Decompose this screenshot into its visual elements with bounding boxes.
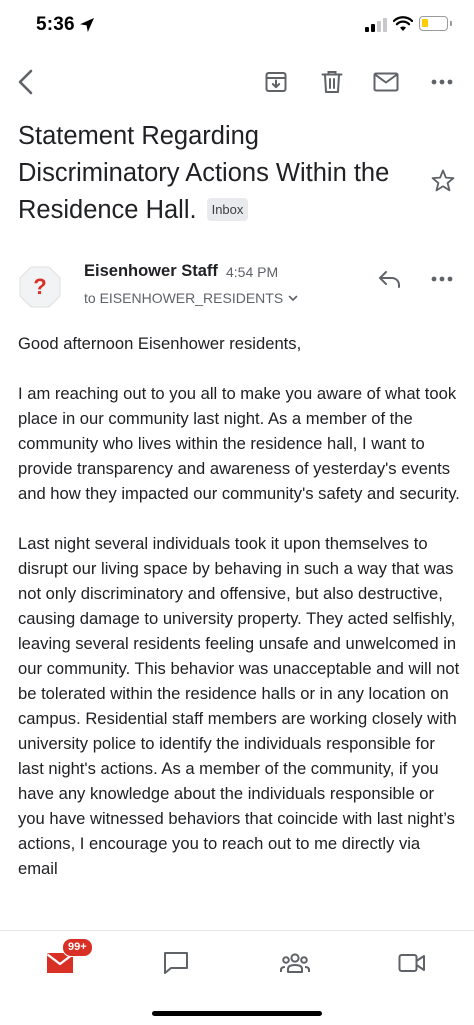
nav-chat-tab[interactable] xyxy=(148,943,204,983)
email-time: 4:54 PM xyxy=(226,264,279,280)
meet-icon xyxy=(398,953,426,973)
reply-button[interactable] xyxy=(372,264,408,294)
sender-name[interactable]: Eisenhower Staff xyxy=(84,262,218,280)
location-arrow-icon xyxy=(79,17,95,33)
chevron-down-icon xyxy=(288,295,298,302)
delete-button[interactable] xyxy=(312,58,352,106)
more-icon xyxy=(431,79,453,85)
nav-meet-tab[interactable] xyxy=(384,943,440,983)
recipient-text: to EISENHOWER_RESIDENTS xyxy=(84,290,284,306)
body-paragraph: I am reaching out to you all to make you aware of what took place in our community last night. As a member of the community who lives within the residence hall, I want to provide transparency and awareness of yesterday's events and how they impacted our community's safety and security. xyxy=(18,384,460,503)
nav-spaces-tab[interactable] xyxy=(267,943,323,983)
reply-icon xyxy=(378,270,402,288)
status-bar xyxy=(0,0,474,52)
battery-cap xyxy=(450,21,452,26)
message-more-button[interactable] xyxy=(424,264,460,294)
wifi-icon xyxy=(393,16,413,32)
body-paragraph: Last night several individuals took it upon themselves to disrupt our living space by behaving in such a way that was not only discriminatory and offensive, but also destructive, causing damage to university property. They acted selfishly, leaving several residents feeling unsafe and unwelcomed in our community. This behavior was unacceptable and will not be tolerated within the residence halls or in any location on campus. Residential staff members are working closely with university police to identify the individuals responsible for last night's actions. As a member of the community, if you have any knowledge about the individuals responsible or you have witnessed behaviors that coincide with last night’s actions, I encourage you to reach out to me directly via email xyxy=(18,534,460,878)
archive-icon xyxy=(264,70,288,94)
delete-icon xyxy=(321,70,343,94)
battery-icon xyxy=(419,16,448,31)
back-arrow-icon xyxy=(16,69,36,95)
star-icon[interactable] xyxy=(430,168,456,194)
sender-avatar[interactable] xyxy=(18,265,62,309)
subject-area xyxy=(18,118,418,229)
more-icon xyxy=(431,276,453,282)
inbox-label-badge[interactable]: Inbox xyxy=(207,198,249,221)
email-toolbar xyxy=(0,58,474,106)
body-paragraph: Good afternoon Eisenhower residents, xyxy=(18,334,302,353)
chat-icon xyxy=(163,951,189,975)
mark-unread-button[interactable] xyxy=(366,58,406,106)
spaces-icon xyxy=(280,952,310,974)
unread-count-badge: 99+ xyxy=(62,938,93,957)
mail-icon xyxy=(373,72,399,92)
back-button[interactable] xyxy=(6,58,46,106)
email-subject xyxy=(18,118,418,229)
archive-button[interactable] xyxy=(256,58,296,106)
avatar-glyph: ? xyxy=(33,274,47,299)
subject-text: Statement Regarding Discriminatory Actions Within the Residence Hall. xyxy=(18,122,390,224)
status-time: 5:36 xyxy=(36,14,75,35)
more-options-button[interactable] xyxy=(422,58,462,106)
recipient-details-toggle[interactable] xyxy=(84,290,298,306)
home-indicator[interactable] xyxy=(152,1011,322,1016)
email-body xyxy=(18,331,462,881)
cellular-signal-icon xyxy=(365,18,387,32)
